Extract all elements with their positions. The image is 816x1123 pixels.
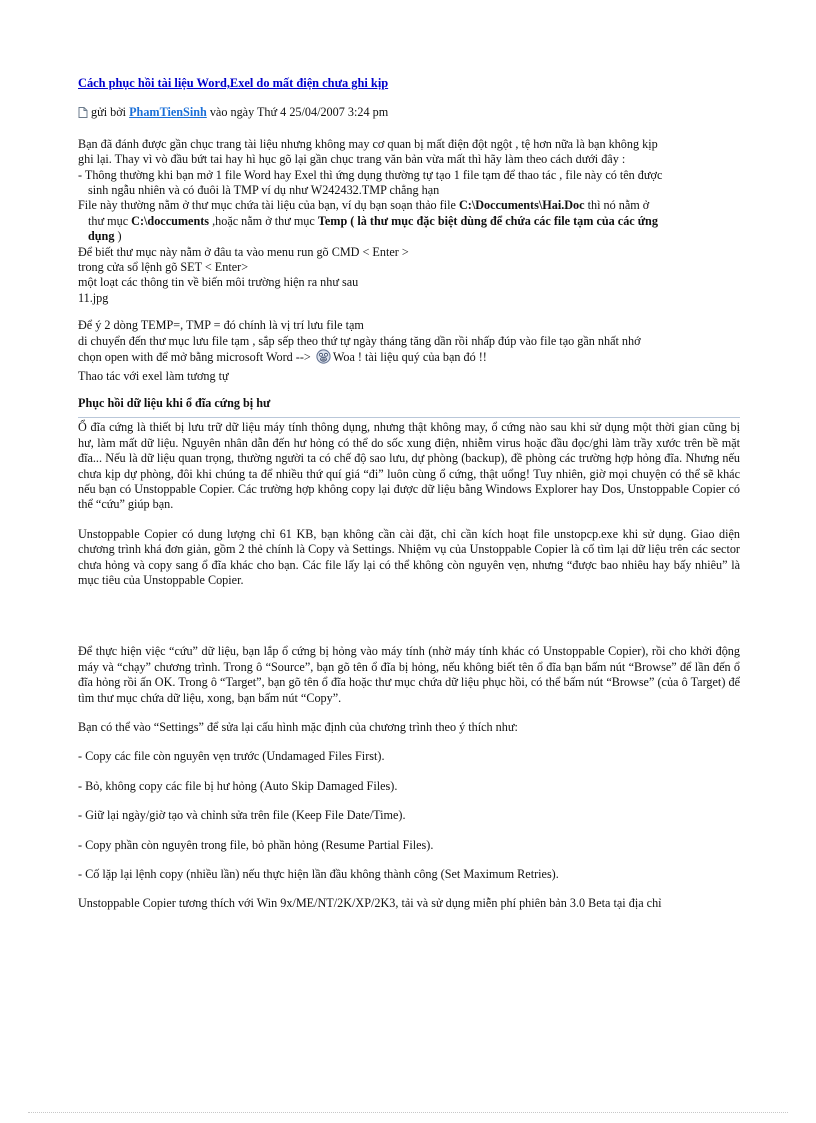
settings-list-item: - Copy các file còn nguyên vẹn trước (Undamaged Files First).	[78, 749, 385, 764]
image-filename: 11.jpg	[78, 290, 109, 305]
section-word-recovery	[78, 137, 740, 306]
byline-prefix: gửi bởi	[91, 105, 127, 120]
paragraph: Để thực hiện việc “cứu” dữ liệu, bạn lắp ổ cứng bị hỏng vào máy tính (nhờ máy tính khác có Unstoppable Copier), rồi cho khởi động máy và “chạy” chương trình. Trong ô “Source”, bạn gõ tên ổ đĩa bị hỏng, nếu không biết tên ổ đĩa bạn bấm nút “Browse” để lần đến ổ đĩa hỏng rồi ấn OK. Trong ô “Target”, bạn gõ tên ổ đĩa hoặc thư mục chứa dữ liệu phục hồi, có thể bấm nút “Browse” (của ô Target) để tìm thư mục chứa dữ liệu, xong, bạn bấm nút “Copy”.	[78, 644, 740, 705]
text-line: trong cửa sổ lệnh gõ SET < Enter>	[78, 260, 249, 275]
settings-list-item: - Copy phần còn nguyên trong file, bỏ phần hỏng (Resume Partial Files).	[78, 837, 434, 852]
page-bottom-divider	[28, 1112, 788, 1113]
text-fragment: thì nó nằm ở	[584, 198, 650, 213]
text-line: Để ý 2 dòng TEMP=, TMP = đó chính là vị trí lưu file tạm	[78, 318, 364, 333]
paragraph: Unstoppable Copier tương thích với Win 9x/ME/NT/2K/XP/2K3, tải và sử dụng miễn phí phiên bản 3.0 Beta tại địa chỉ	[78, 896, 662, 911]
text-line	[78, 229, 740, 244]
text-fragment: ,hoặc nằm ở thư mục	[209, 213, 318, 228]
text-fragment: chọn open with để mở bằng microsoft Word -->	[78, 350, 311, 365]
article-title	[78, 76, 740, 91]
text-fragment: File này thường nằm ở thư mục chứa tài liệu của bạn, ví dụ bạn soạn thảo file	[78, 198, 459, 213]
text-line: Bạn đã đánh được gần chục trang tài liệu nhưng không may cơ quan bị mất điện đột ngột , tệ hơn nữa là bạn không kịp	[78, 136, 658, 151]
section-heading: Phục hồi dữ liệu khi ổ đĩa cứng bị hư	[78, 395, 271, 410]
paragraph: Bạn có thể vào “Settings” để sửa lại cấu hình mặc định của chương trình theo ý thích như:	[78, 720, 518, 734]
text-line: một loạt các thông tin về biến môi trường hiện ra như sau	[78, 275, 359, 290]
section-temp-location	[78, 318, 740, 384]
text-line: di chuyển đến thư mục lưu file tạm , sắp sếp theo thứ tự ngày tháng tăng dần rồi nhấp đúp vào file tạo gần nhất nhớ	[78, 333, 641, 348]
text-line: Thao tác với exel làm tương tự	[78, 368, 229, 383]
temp-folder-note-end: dụng	[88, 229, 115, 244]
text-fragment: thư mục	[88, 213, 132, 228]
text-line	[78, 214, 740, 229]
paragraph: Ổ đĩa cứng là thiết bị lưu trữ dữ liệu máy tính thông dụng, nhưng thật không may, ổ cứng nào sau khi sử dụng một thời gian cũng bị hư, làm mất dữ liệu. Nguyên nhân dẫn đến hư hỏng có thể do sốc xung điện, nhiễm virus hoặc đầu đọc/ghi làm trầy xước trên bề mặt đĩa... Nếu là dữ liệu quan trọng, thường người ta có chế độ sao lưu, dự phòng (backup), đề phòng các trường hợp hỏng đĩa. Nhưng nếu chưa kịp dự phòng, đôi khi chúng ta để nhiều thứ quí giá “đi” luôn cùng ổ cứng, thật uổng! Tuy nhiên, giờ mọi chuyện có thể sẽ khác nếu bạn có Unstoppable Copier. Các trường hợp không copy lại được dữ liệu bằng Windows Explorer hay Dos, Unstoppable Copier có thể “cứu” giúp bạn.	[78, 420, 740, 512]
text-line: Để biết thư mục này nằm ở đâu ta vào menu run gõ CMD < Enter >	[78, 244, 409, 259]
author-link[interactable]: PhamTienSinh	[129, 105, 207, 120]
article-title-link[interactable]: Cách phục hồi tài liệu Word,Exel do mất điện chưa ghi kịp	[78, 76, 389, 90]
text-fragment: )	[114, 229, 122, 244]
settings-list-item: - Bỏ, không copy các file bị hư hỏng (Auto Skip Damaged Files).	[78, 778, 398, 793]
folder-path: C:\doccuments	[131, 213, 210, 228]
text-line	[78, 349, 740, 368]
settings-list-item: - Giữ lại ngày/giờ tạo và chỉnh sửa trên file (Keep File Date/Time).	[78, 808, 406, 823]
temp-folder: Temp	[317, 213, 348, 228]
text-line	[78, 198, 740, 213]
temp-folder-note: ( là thư mục đặc biệt dùng để chứa các file tạm của các ứng	[347, 213, 658, 228]
paragraph: Unstoppable Copier có dung lượng chỉ 61 KB, bạn không cần cài đặt, chỉ cần kích hoạt file unstopcp.exe khi sử dụng. Giao diện chương trình khá đơn giản, gồm 2 thẻ chính là Copy và Settings. Nhiệm vụ của Unstoppable Copier là cố tìm lại dữ liệu trên các sector chưa hỏng và copy sang ổ đĩa khác cho bạn. Các file lấy lại có thể không còn nguyên vẹn, nhưng “được bao nhiêu hay bấy nhiêu” là mục tiêu của Unstoppable Copier.	[78, 526, 740, 587]
byline	[78, 105, 740, 122]
text-fragment: Woa ! tài liệu quý của bạn đó !!	[332, 350, 487, 365]
settings-list-item: - Cố lặp lại lệnh copy (nhiều lần) nếu thực hiện lần đầu không thành công (Set Maximum Retries).	[78, 867, 559, 882]
text-line: ghi lại. Thay vì vò đầu bứt tai hay hì hục gõ lại gần chục trang văn bản vừa mất thì hãy làm theo cách dưới đây :	[78, 152, 626, 167]
blank-space	[78, 602, 740, 644]
smiley-face-icon	[316, 349, 331, 368]
file-path: C:\Doccuments\Hai.Doc	[458, 198, 585, 213]
text-line: sinh ngẫu nhiên và có đuôi là TMP ví dụ như W242432.TMP chẳng hạn	[88, 183, 440, 198]
byline-date: vào ngày Thứ 4 25/04/2007 3:24 pm	[209, 105, 389, 120]
article-body	[78, 76, 740, 926]
heading-divider	[78, 417, 740, 418]
document-icon	[78, 107, 88, 122]
text-line: - Thông thường khi bạn mở 1 file Word hay Exel thì ứng dụng thường tự tạo 1 file tạm để thao tác , file này có tên được	[78, 167, 663, 182]
